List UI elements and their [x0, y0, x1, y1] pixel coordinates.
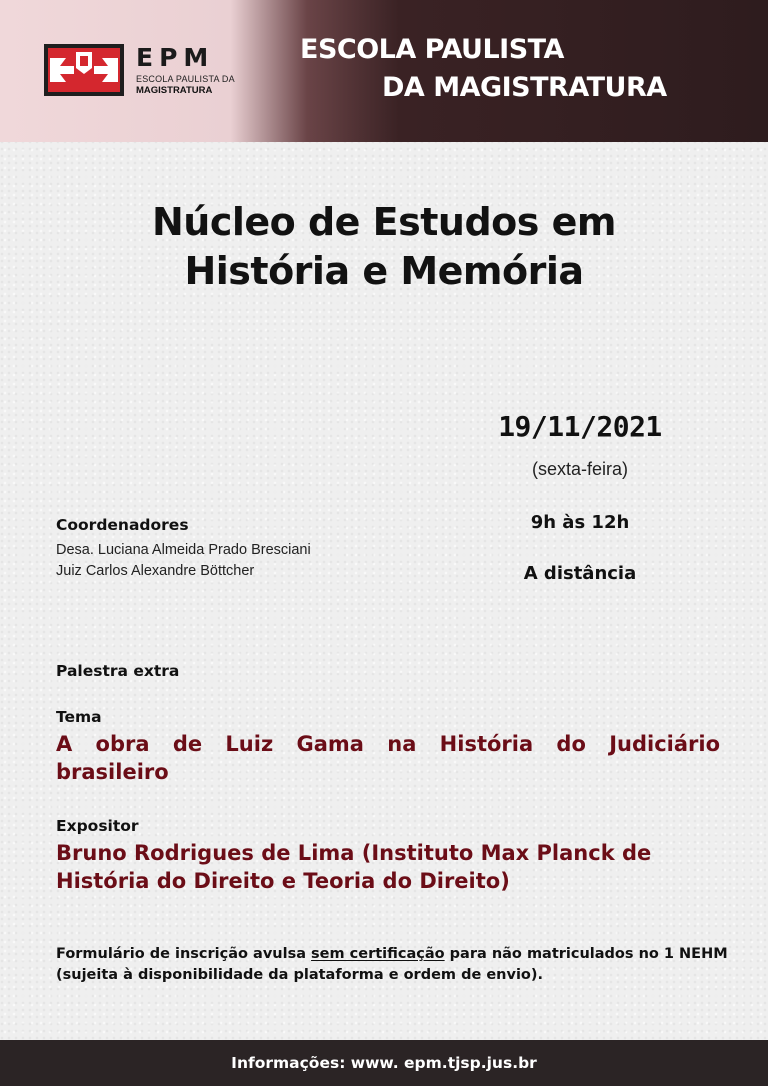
footer-info-text: Informações: www. epm.tjsp.jus.br: [231, 1054, 537, 1072]
footer-bar: [0, 1040, 768, 1086]
coordinators-heading: Coordenadores: [56, 516, 189, 534]
speaker-text: Bruno Rodrigues de Lima (Instituto Max Planck de História do Direito e Teoria do Direito): [56, 841, 652, 893]
event-time: 9h às 12h: [530, 512, 630, 533]
event-date: 19/11/2021: [498, 410, 662, 443]
logo-subtitle-1: ESCOLA PAULISTA DA: [136, 74, 235, 84]
coordinator-name: Juiz Carlos Alexandre Böttcher: [56, 563, 255, 579]
theme-heading: Tema: [56, 708, 102, 726]
logo-subtitle-2: MAGISTRATURA: [136, 85, 213, 96]
epm-logo-mark-icon: [44, 44, 124, 96]
header-title-line2: DA MAGISTRATURA: [382, 72, 667, 103]
lecture-kind: Palestra extra: [56, 662, 180, 680]
no-certification-text: sem certificação: [311, 946, 445, 962]
header-title-line1: ESCOLA PAULISTA: [300, 34, 564, 65]
header-banner: [0, 0, 768, 142]
theme-text: A obra de Luiz Gama na História do Judiciário brasileiro: [56, 732, 720, 784]
logo-name: EPM: [136, 43, 215, 72]
event-mode: A distância: [523, 563, 637, 584]
speaker-heading: Expositor: [56, 817, 139, 835]
epm-logo: [44, 44, 235, 97]
registration-note: [56, 944, 736, 986]
registration-note-end: para não matriculados no 1 NEHM (sujeita à disponibilidade da plataforma e ordem de envio).: [56, 946, 728, 983]
event-weekday: (sexta-feira): [531, 459, 629, 479]
coordinator-name: Desa. Luciana Almeida Prado Bresciani: [56, 542, 311, 558]
page-title-line1: Núcleo de Estudos em: [151, 200, 617, 244]
page-title-line2: História e Memória: [184, 249, 584, 293]
page-title: [0, 198, 768, 296]
logo-text: [136, 44, 235, 97]
registration-note-start: Formulário de inscrição avulsa: [56, 946, 312, 962]
